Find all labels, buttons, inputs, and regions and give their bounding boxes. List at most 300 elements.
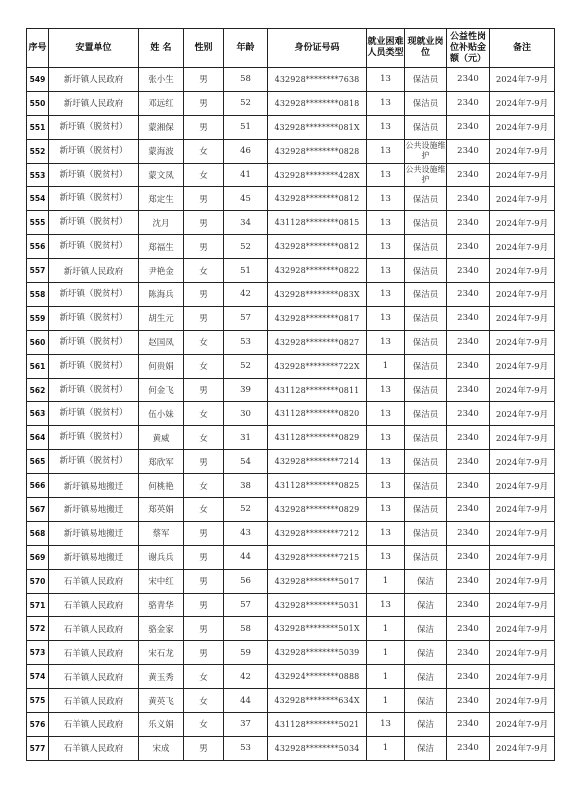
cell-id-number: 431128********5021 bbox=[268, 713, 367, 737]
header-amount: 公益性岗位补贴金额（元） bbox=[447, 29, 490, 68]
table-row bbox=[27, 736, 555, 760]
table-row bbox=[27, 259, 555, 283]
cell-unit: 新圩镇（脱贫村） bbox=[49, 163, 139, 187]
cell-age: 52 bbox=[224, 235, 268, 259]
cell-age: 43 bbox=[224, 521, 268, 545]
cell-gender: 女 bbox=[184, 713, 224, 737]
cell-unit: 新圩镇（脱贫村） bbox=[49, 211, 139, 235]
cell-difficulty-type: 13 bbox=[367, 378, 405, 402]
cell-name: 黄英飞 bbox=[139, 689, 184, 713]
cell-age: 58 bbox=[224, 68, 268, 92]
cell-unit: 新圩镇人民政府 bbox=[49, 91, 139, 115]
cell-post: 保洁员 bbox=[405, 211, 447, 235]
row-number: 560 bbox=[27, 330, 49, 354]
row-number: 570 bbox=[27, 569, 49, 593]
cell-note: 2024年7-9月 bbox=[490, 235, 555, 259]
cell-note: 2024年7-9月 bbox=[490, 163, 555, 187]
cell-unit: 新圩镇（脱贫村） bbox=[49, 378, 139, 402]
header-note: 备注 bbox=[490, 29, 555, 68]
cell-post: 保洁员 bbox=[405, 354, 447, 378]
cell-note: 2024年7-9月 bbox=[490, 139, 555, 163]
cell-name: 何贵娟 bbox=[139, 354, 184, 378]
table-row bbox=[27, 211, 555, 235]
cell-id-number: 432928********0818 bbox=[268, 91, 367, 115]
row-number: 563 bbox=[27, 402, 49, 426]
cell-age: 38 bbox=[224, 474, 268, 498]
header-id: 身份证号码 bbox=[268, 29, 367, 68]
cell-id-number: 431128********0829 bbox=[268, 426, 367, 450]
cell-difficulty-type: 13 bbox=[367, 283, 405, 307]
cell-subsidy-amount: 2340 bbox=[447, 354, 490, 378]
cell-note: 2024年7-9月 bbox=[490, 498, 555, 522]
cell-difficulty-type: 13 bbox=[367, 306, 405, 330]
cell-age: 41 bbox=[224, 163, 268, 187]
cell-subsidy-amount: 2340 bbox=[447, 91, 490, 115]
cell-gender: 男 bbox=[184, 545, 224, 569]
cell-subsidy-amount: 2340 bbox=[447, 545, 490, 569]
cell-gender: 女 bbox=[184, 330, 224, 354]
cell-name: 宋成 bbox=[139, 736, 184, 760]
cell-difficulty-type: 13 bbox=[367, 450, 405, 474]
cell-post: 保洁 bbox=[405, 641, 447, 665]
cell-id-number: 432928********0822 bbox=[268, 259, 367, 283]
cell-post: 保洁员 bbox=[405, 330, 447, 354]
cell-gender: 女 bbox=[184, 665, 224, 689]
cell-name: 宋中红 bbox=[139, 569, 184, 593]
row-number: 576 bbox=[27, 713, 49, 737]
cell-id-number: 432928********0828 bbox=[268, 139, 367, 163]
cell-subsidy-amount: 2340 bbox=[447, 68, 490, 92]
cell-gender: 女 bbox=[184, 354, 224, 378]
cell-name: 黄威 bbox=[139, 426, 184, 450]
table-row bbox=[27, 91, 555, 115]
row-number: 554 bbox=[27, 187, 49, 211]
row-number: 572 bbox=[27, 617, 49, 641]
cell-unit: 新圩镇（脱贫村） bbox=[49, 187, 139, 211]
cell-difficulty-type: 13 bbox=[367, 139, 405, 163]
cell-name: 郑英娟 bbox=[139, 498, 184, 522]
cell-difficulty-type: 13 bbox=[367, 402, 405, 426]
cell-id-number: 432928********7215 bbox=[268, 545, 367, 569]
table-row bbox=[27, 139, 555, 163]
cell-gender: 男 bbox=[184, 641, 224, 665]
row-number: 575 bbox=[27, 689, 49, 713]
row-number: 574 bbox=[27, 665, 49, 689]
cell-note: 2024年7-9月 bbox=[490, 641, 555, 665]
cell-unit: 新圩镇（脱贫村） bbox=[49, 450, 139, 474]
cell-note: 2024年7-9月 bbox=[490, 593, 555, 617]
cell-gender: 男 bbox=[184, 91, 224, 115]
cell-difficulty-type: 1 bbox=[367, 665, 405, 689]
cell-subsidy-amount: 2340 bbox=[447, 115, 490, 139]
table-row bbox=[27, 235, 555, 259]
cell-name: 蔡军 bbox=[139, 521, 184, 545]
cell-age: 56 bbox=[224, 569, 268, 593]
cell-gender: 男 bbox=[184, 68, 224, 92]
cell-unit: 新圩镇（脱贫村） bbox=[49, 235, 139, 259]
cell-name: 郑定生 bbox=[139, 187, 184, 211]
row-number: 549 bbox=[27, 68, 49, 92]
cell-note: 2024年7-9月 bbox=[490, 354, 555, 378]
cell-name: 蒙文凤 bbox=[139, 163, 184, 187]
row-number: 573 bbox=[27, 641, 49, 665]
cell-subsidy-amount: 2340 bbox=[447, 521, 490, 545]
header-unit: 安置单位 bbox=[49, 29, 139, 68]
cell-name: 谢兵兵 bbox=[139, 545, 184, 569]
cell-gender: 女 bbox=[184, 139, 224, 163]
header-type: 就业困难人员类型 bbox=[367, 29, 405, 68]
cell-unit: 石羊镇人民政府 bbox=[49, 713, 139, 737]
header-row bbox=[27, 29, 555, 68]
cell-post: 保洁员 bbox=[405, 402, 447, 426]
cell-id-number: 432928********501X bbox=[268, 617, 367, 641]
cell-name: 胡生元 bbox=[139, 306, 184, 330]
cell-id-number: 432928********722X bbox=[268, 354, 367, 378]
cell-difficulty-type: 13 bbox=[367, 68, 405, 92]
header-gender: 性别 bbox=[184, 29, 224, 68]
table-row bbox=[27, 498, 555, 522]
cell-subsidy-amount: 2340 bbox=[447, 187, 490, 211]
row-number: 552 bbox=[27, 139, 49, 163]
cell-note: 2024年7-9月 bbox=[490, 521, 555, 545]
cell-subsidy-amount: 2340 bbox=[447, 259, 490, 283]
table-row bbox=[27, 617, 555, 641]
cell-age: 54 bbox=[224, 450, 268, 474]
cell-age: 46 bbox=[224, 139, 268, 163]
cell-id-number: 432928********7214 bbox=[268, 450, 367, 474]
cell-difficulty-type: 1 bbox=[367, 736, 405, 760]
table-row bbox=[27, 545, 555, 569]
cell-subsidy-amount: 2340 bbox=[447, 641, 490, 665]
cell-name: 骆金家 bbox=[139, 617, 184, 641]
cell-unit: 石羊镇人民政府 bbox=[49, 641, 139, 665]
cell-name: 何金飞 bbox=[139, 378, 184, 402]
cell-note: 2024年7-9月 bbox=[490, 545, 555, 569]
cell-age: 31 bbox=[224, 426, 268, 450]
table-row bbox=[27, 378, 555, 402]
cell-note: 2024年7-9月 bbox=[490, 402, 555, 426]
cell-post: 公共设施维护 bbox=[405, 163, 447, 187]
row-number: 567 bbox=[27, 498, 49, 522]
header-no: 序号 bbox=[27, 29, 49, 68]
cell-post: 保洁 bbox=[405, 665, 447, 689]
header-age: 年龄 bbox=[224, 29, 268, 68]
cell-note: 2024年7-9月 bbox=[490, 665, 555, 689]
cell-name: 尹艳金 bbox=[139, 259, 184, 283]
cell-name: 骆青华 bbox=[139, 593, 184, 617]
cell-difficulty-type: 13 bbox=[367, 593, 405, 617]
cell-name: 宋石龙 bbox=[139, 641, 184, 665]
subsidy-table-sheet bbox=[26, 28, 555, 761]
cell-unit: 新圩镇（脱贫村） bbox=[49, 426, 139, 450]
cell-note: 2024年7-9月 bbox=[490, 426, 555, 450]
cell-note: 2024年7-9月 bbox=[490, 450, 555, 474]
cell-subsidy-amount: 2340 bbox=[447, 569, 490, 593]
row-number: 564 bbox=[27, 426, 49, 450]
cell-post: 保洁员 bbox=[405, 68, 447, 92]
cell-difficulty-type: 1 bbox=[367, 689, 405, 713]
cell-difficulty-type: 13 bbox=[367, 235, 405, 259]
cell-difficulty-type: 13 bbox=[367, 91, 405, 115]
cell-difficulty-type: 13 bbox=[367, 211, 405, 235]
cell-name: 郑欣军 bbox=[139, 450, 184, 474]
cell-post: 保洁 bbox=[405, 736, 447, 760]
cell-unit: 新圩镇（脱贫村） bbox=[49, 354, 139, 378]
cell-unit: 新圩镇（脱贫村） bbox=[49, 402, 139, 426]
subsidy-table bbox=[26, 28, 555, 761]
cell-note: 2024年7-9月 bbox=[490, 330, 555, 354]
cell-difficulty-type: 1 bbox=[367, 617, 405, 641]
cell-gender: 女 bbox=[184, 426, 224, 450]
row-number: 566 bbox=[27, 474, 49, 498]
cell-unit: 石羊镇人民政府 bbox=[49, 736, 139, 760]
cell-difficulty-type: 1 bbox=[367, 641, 405, 665]
cell-unit: 新圩镇易地搬迁 bbox=[49, 545, 139, 569]
cell-post: 保洁 bbox=[405, 569, 447, 593]
cell-subsidy-amount: 2340 bbox=[447, 378, 490, 402]
table-row bbox=[27, 402, 555, 426]
cell-post: 保洁 bbox=[405, 713, 447, 737]
cell-note: 2024年7-9月 bbox=[490, 115, 555, 139]
table-row bbox=[27, 521, 555, 545]
cell-unit: 新圩镇（脱贫村） bbox=[49, 115, 139, 139]
cell-unit: 石羊镇人民政府 bbox=[49, 569, 139, 593]
cell-unit: 新圩镇（脱贫村） bbox=[49, 283, 139, 307]
cell-gender: 男 bbox=[184, 593, 224, 617]
cell-name: 蒙湘保 bbox=[139, 115, 184, 139]
cell-name: 郑福生 bbox=[139, 235, 184, 259]
row-number: 558 bbox=[27, 283, 49, 307]
cell-unit: 新圩镇（脱贫村） bbox=[49, 330, 139, 354]
cell-note: 2024年7-9月 bbox=[490, 68, 555, 92]
cell-id-number: 432928********5031 bbox=[268, 593, 367, 617]
cell-gender: 男 bbox=[184, 283, 224, 307]
row-number: 555 bbox=[27, 211, 49, 235]
cell-post: 保洁员 bbox=[405, 259, 447, 283]
table-header bbox=[27, 29, 555, 68]
table-row bbox=[27, 115, 555, 139]
cell-post: 保洁员 bbox=[405, 521, 447, 545]
cell-difficulty-type: 1 bbox=[367, 569, 405, 593]
cell-id-number: 432928********0812 bbox=[268, 235, 367, 259]
cell-age: 51 bbox=[224, 115, 268, 139]
cell-gender: 男 bbox=[184, 235, 224, 259]
cell-gender: 女 bbox=[184, 402, 224, 426]
cell-age: 57 bbox=[224, 306, 268, 330]
cell-gender: 女 bbox=[184, 259, 224, 283]
cell-subsidy-amount: 2340 bbox=[447, 330, 490, 354]
row-number: 565 bbox=[27, 450, 49, 474]
cell-id-number: 432928********0817 bbox=[268, 306, 367, 330]
cell-post: 保洁员 bbox=[405, 187, 447, 211]
table-row bbox=[27, 283, 555, 307]
cell-note: 2024年7-9月 bbox=[490, 736, 555, 760]
table-row bbox=[27, 354, 555, 378]
row-number: 551 bbox=[27, 115, 49, 139]
row-number: 553 bbox=[27, 163, 49, 187]
cell-unit: 新圩镇（脱贫村） bbox=[49, 306, 139, 330]
cell-id-number: 432928********083X bbox=[268, 283, 367, 307]
cell-age: 42 bbox=[224, 665, 268, 689]
cell-id-number: 432928********5017 bbox=[268, 569, 367, 593]
table-row bbox=[27, 593, 555, 617]
cell-note: 2024年7-9月 bbox=[490, 211, 555, 235]
cell-unit: 新圩镇易地搬迁 bbox=[49, 474, 139, 498]
cell-age: 52 bbox=[224, 498, 268, 522]
cell-name: 乐义娟 bbox=[139, 713, 184, 737]
cell-unit: 新圩镇人民政府 bbox=[49, 259, 139, 283]
cell-id-number: 432928********7212 bbox=[268, 521, 367, 545]
cell-id-number: 432928********5034 bbox=[268, 736, 367, 760]
cell-gender: 男 bbox=[184, 187, 224, 211]
cell-note: 2024年7-9月 bbox=[490, 91, 555, 115]
cell-post: 保洁员 bbox=[405, 545, 447, 569]
cell-gender: 女 bbox=[184, 163, 224, 187]
cell-gender: 男 bbox=[184, 736, 224, 760]
cell-age: 44 bbox=[224, 689, 268, 713]
cell-id-number: 432928********0827 bbox=[268, 330, 367, 354]
cell-id-number: 431128********0815 bbox=[268, 211, 367, 235]
cell-id-number: 432928********0812 bbox=[268, 187, 367, 211]
cell-post: 公共设施维护 bbox=[405, 139, 447, 163]
table-body bbox=[27, 68, 555, 761]
cell-post: 保洁员 bbox=[405, 426, 447, 450]
cell-subsidy-amount: 2340 bbox=[447, 498, 490, 522]
cell-gender: 女 bbox=[184, 474, 224, 498]
cell-gender: 男 bbox=[184, 521, 224, 545]
cell-subsidy-amount: 2340 bbox=[447, 235, 490, 259]
table-row bbox=[27, 713, 555, 737]
cell-subsidy-amount: 2340 bbox=[447, 426, 490, 450]
cell-age: 42 bbox=[224, 283, 268, 307]
cell-difficulty-type: 13 bbox=[367, 713, 405, 737]
cell-gender: 男 bbox=[184, 378, 224, 402]
cell-age: 59 bbox=[224, 641, 268, 665]
cell-age: 37 bbox=[224, 713, 268, 737]
cell-name: 赵国凤 bbox=[139, 330, 184, 354]
cell-difficulty-type: 13 bbox=[367, 521, 405, 545]
cell-gender: 男 bbox=[184, 450, 224, 474]
cell-name: 张小生 bbox=[139, 68, 184, 92]
cell-age: 53 bbox=[224, 736, 268, 760]
row-number: 568 bbox=[27, 521, 49, 545]
cell-age: 34 bbox=[224, 211, 268, 235]
cell-post: 保洁员 bbox=[405, 378, 447, 402]
row-number: 559 bbox=[27, 306, 49, 330]
row-number: 562 bbox=[27, 378, 49, 402]
cell-subsidy-amount: 2340 bbox=[447, 211, 490, 235]
table-row bbox=[27, 450, 555, 474]
row-number: 571 bbox=[27, 593, 49, 617]
cell-post: 保洁员 bbox=[405, 306, 447, 330]
cell-difficulty-type: 1 bbox=[367, 354, 405, 378]
cell-difficulty-type: 13 bbox=[367, 187, 405, 211]
cell-id-number: 432928********428X bbox=[268, 163, 367, 187]
cell-gender: 男 bbox=[184, 211, 224, 235]
cell-name: 沈月 bbox=[139, 211, 184, 235]
cell-name: 黄玉秀 bbox=[139, 665, 184, 689]
cell-name: 何桃艳 bbox=[139, 474, 184, 498]
cell-age: 52 bbox=[224, 354, 268, 378]
cell-gender: 女 bbox=[184, 498, 224, 522]
table-row bbox=[27, 689, 555, 713]
cell-note: 2024年7-9月 bbox=[490, 689, 555, 713]
cell-gender: 女 bbox=[184, 689, 224, 713]
cell-age: 45 bbox=[224, 187, 268, 211]
cell-age: 53 bbox=[224, 330, 268, 354]
cell-post: 保洁 bbox=[405, 689, 447, 713]
cell-note: 2024年7-9月 bbox=[490, 617, 555, 641]
cell-unit: 新圩镇人民政府 bbox=[49, 68, 139, 92]
cell-post: 保洁 bbox=[405, 617, 447, 641]
cell-age: 57 bbox=[224, 593, 268, 617]
cell-difficulty-type: 13 bbox=[367, 426, 405, 450]
cell-name: 蒙海波 bbox=[139, 139, 184, 163]
cell-name: 邓远红 bbox=[139, 91, 184, 115]
cell-note: 2024年7-9月 bbox=[490, 187, 555, 211]
cell-subsidy-amount: 2340 bbox=[447, 139, 490, 163]
table-row bbox=[27, 68, 555, 92]
cell-post: 保洁员 bbox=[405, 474, 447, 498]
cell-subsidy-amount: 2340 bbox=[447, 736, 490, 760]
table-row bbox=[27, 474, 555, 498]
cell-subsidy-amount: 2340 bbox=[447, 689, 490, 713]
cell-age: 52 bbox=[224, 91, 268, 115]
cell-difficulty-type: 13 bbox=[367, 330, 405, 354]
table-row bbox=[27, 665, 555, 689]
cell-subsidy-amount: 2340 bbox=[447, 450, 490, 474]
cell-note: 2024年7-9月 bbox=[490, 569, 555, 593]
row-number: 561 bbox=[27, 354, 49, 378]
cell-id-number: 431128********0811 bbox=[268, 378, 367, 402]
row-number: 556 bbox=[27, 235, 49, 259]
cell-unit: 石羊镇人民政府 bbox=[49, 593, 139, 617]
cell-note: 2024年7-9月 bbox=[490, 474, 555, 498]
table-row bbox=[27, 187, 555, 211]
cell-post: 保洁员 bbox=[405, 115, 447, 139]
cell-post: 保洁员 bbox=[405, 498, 447, 522]
header-name: 姓 名 bbox=[139, 29, 184, 68]
row-number: 550 bbox=[27, 91, 49, 115]
cell-gender: 男 bbox=[184, 617, 224, 641]
cell-difficulty-type: 13 bbox=[367, 545, 405, 569]
cell-name: 陈海兵 bbox=[139, 283, 184, 307]
cell-note: 2024年7-9月 bbox=[490, 378, 555, 402]
cell-id-number: 431128********0825 bbox=[268, 474, 367, 498]
cell-difficulty-type: 13 bbox=[367, 259, 405, 283]
cell-age: 51 bbox=[224, 259, 268, 283]
cell-post: 保洁员 bbox=[405, 283, 447, 307]
header-post: 现就业岗位 bbox=[405, 29, 447, 68]
table-row bbox=[27, 569, 555, 593]
cell-post: 保洁员 bbox=[405, 450, 447, 474]
cell-id-number: 431128********0820 bbox=[268, 402, 367, 426]
cell-unit: 石羊镇人民政府 bbox=[49, 617, 139, 641]
table-row bbox=[27, 330, 555, 354]
cell-subsidy-amount: 2340 bbox=[447, 713, 490, 737]
cell-age: 58 bbox=[224, 617, 268, 641]
cell-note: 2024年7-9月 bbox=[490, 283, 555, 307]
cell-id-number: 432924********0888 bbox=[268, 665, 367, 689]
cell-difficulty-type: 13 bbox=[367, 163, 405, 187]
table-row bbox=[27, 641, 555, 665]
cell-age: 30 bbox=[224, 402, 268, 426]
cell-id-number: 432928********081X bbox=[268, 115, 367, 139]
cell-id-number: 432928********634X bbox=[268, 689, 367, 713]
cell-difficulty-type: 13 bbox=[367, 115, 405, 139]
cell-name: 伍小妹 bbox=[139, 402, 184, 426]
cell-subsidy-amount: 2340 bbox=[447, 593, 490, 617]
